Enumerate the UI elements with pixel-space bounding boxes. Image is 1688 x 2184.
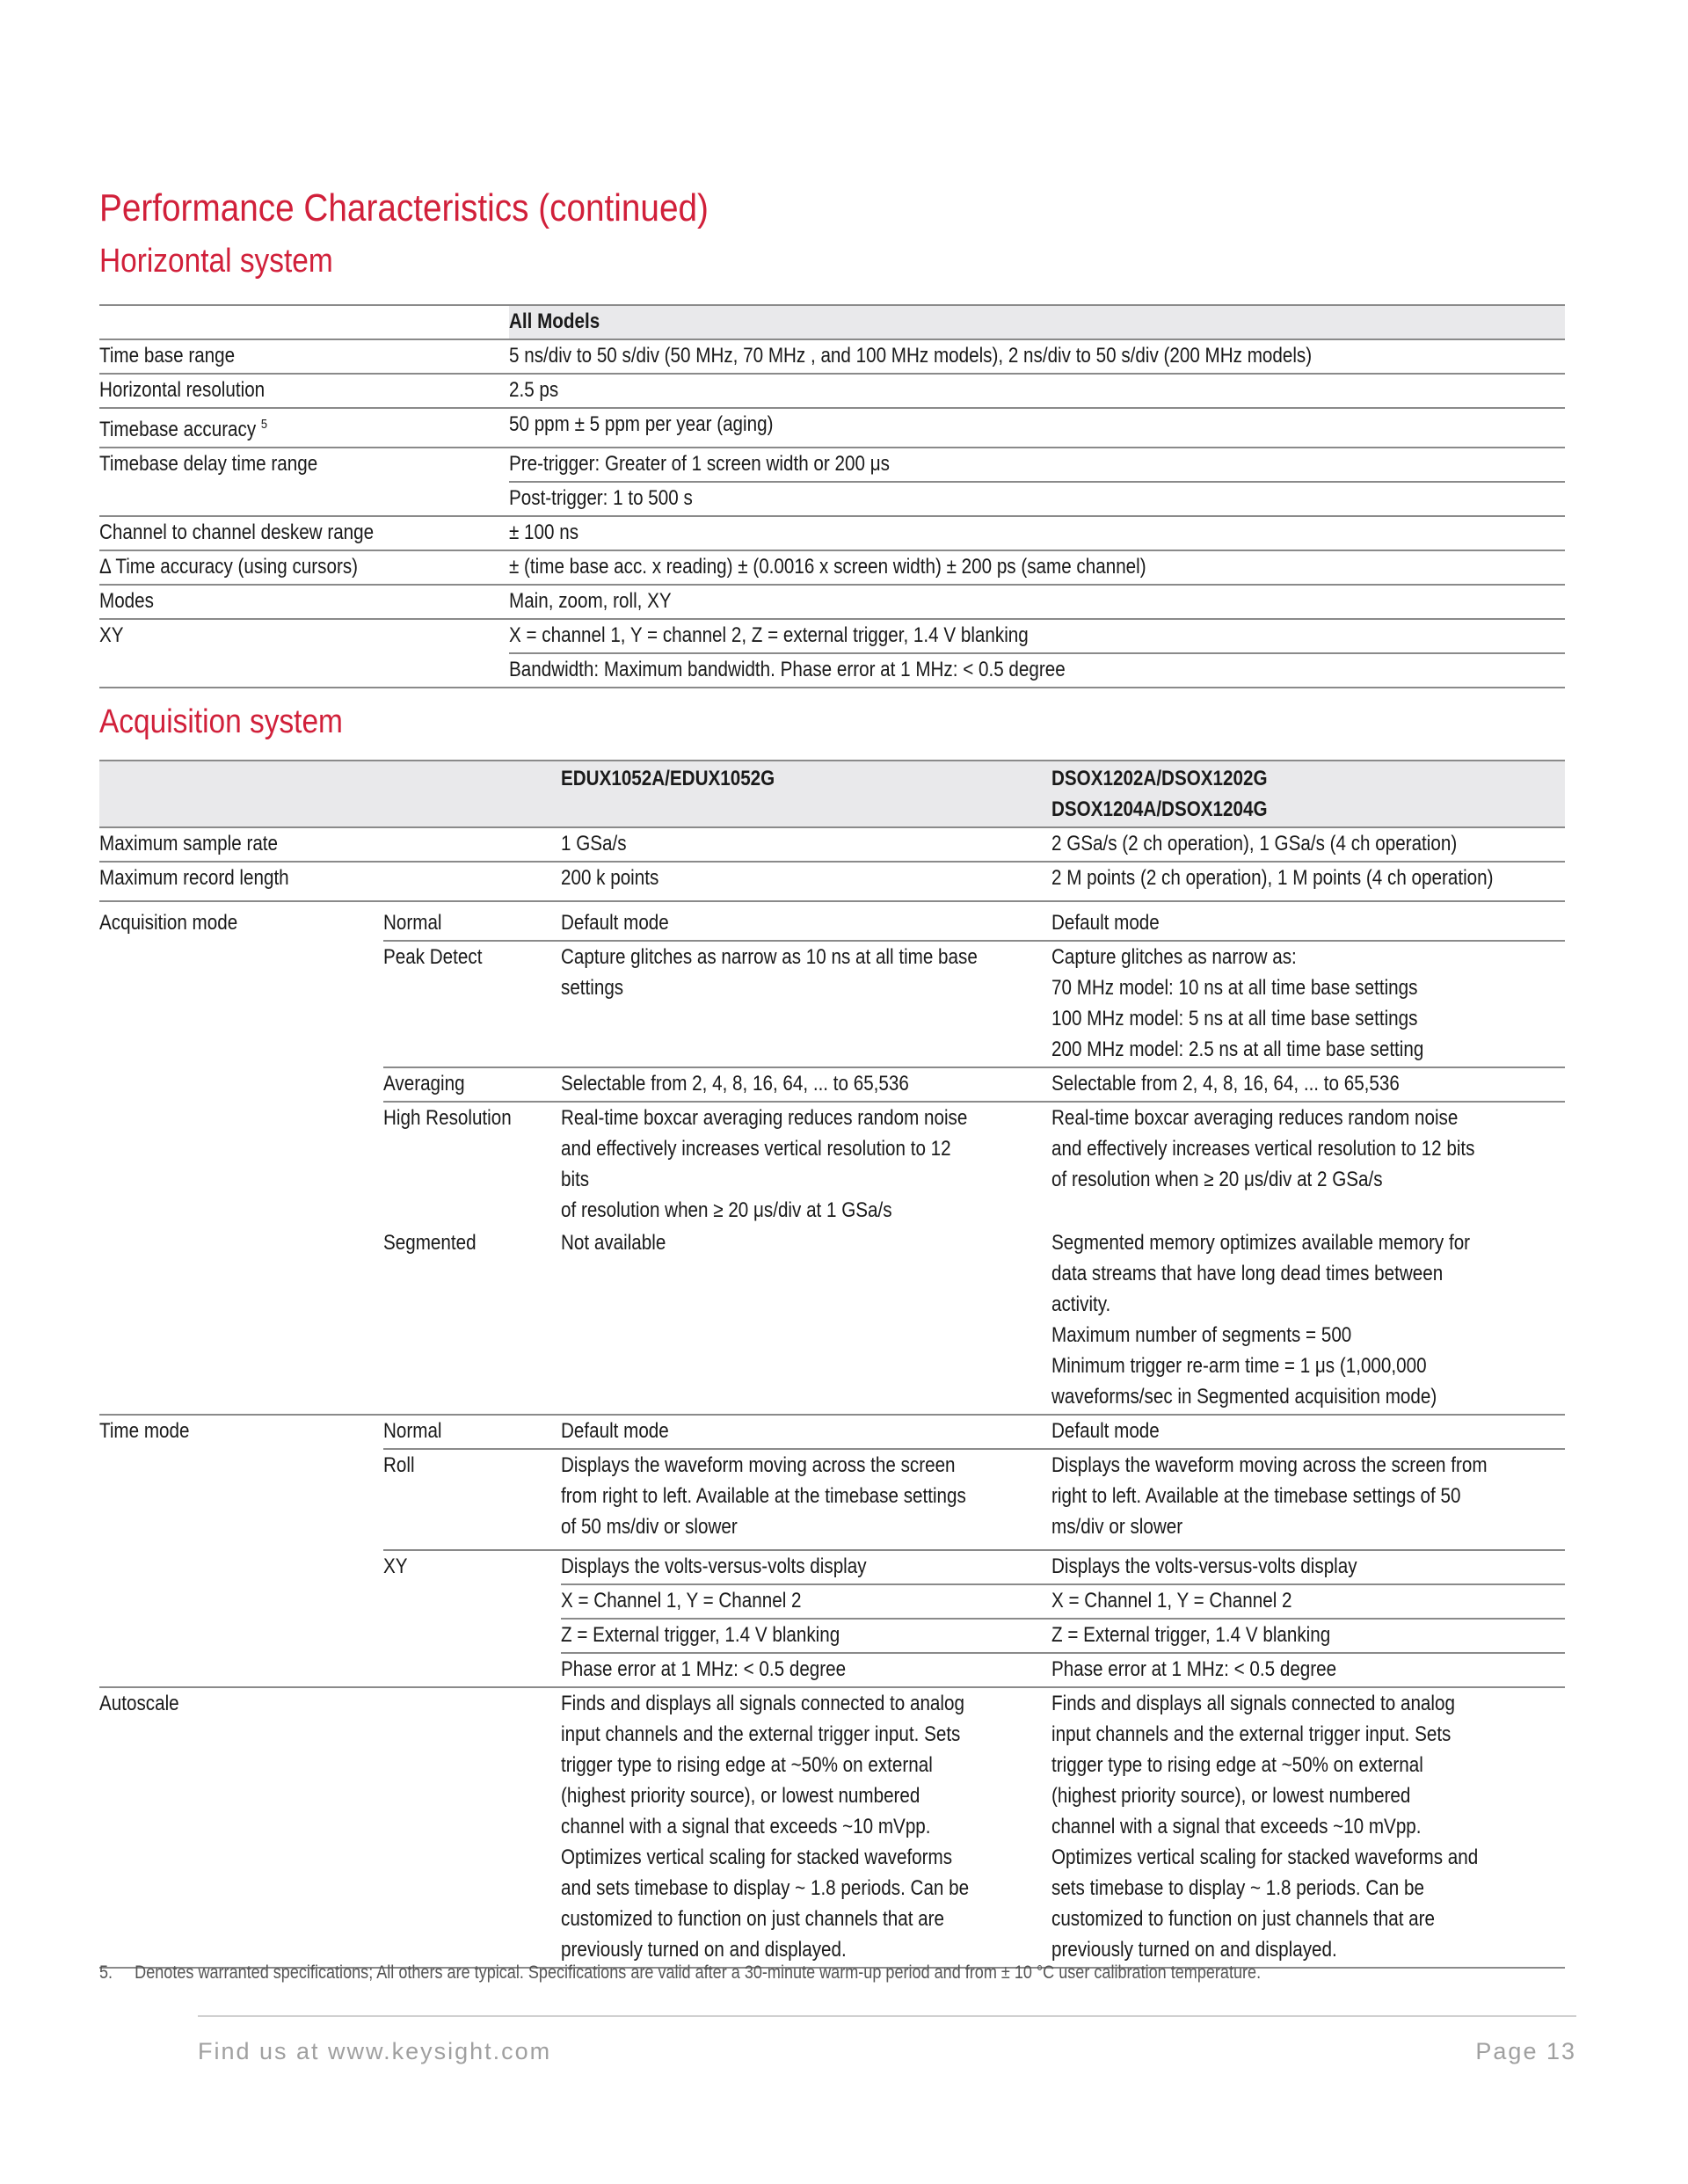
row-value: ± 100 ns <box>509 521 579 544</box>
table-header-row <box>99 305 1565 339</box>
row-value-dsox: Phase error at 1 MHz: < 0.5 degree <box>1051 1657 1336 1681</box>
row-value: X = channel 1, Y = channel 2, Z = external trigger, 1.4 V blanking <box>509 623 1029 647</box>
sub-label: Roll <box>383 1453 415 1477</box>
table-row <box>99 862 1565 901</box>
col-header-dsox-1: DSOX1202A/DSOX1202G <box>1051 767 1268 790</box>
row-value-dsox: Finds and displays all signals connected to analog input channels and the external trigger input. Sets trigger type to rising edge at ~50% on external (highest priority source), or lowest numbered channel with a signal that exceeds ~10 mVpp. Optimizes vertical scaling for stacked waveforms and sets timebase to display ~ 1.8 periods. Can be customized to function on just channels that are previously turned on and displayed. <box>1051 1692 1478 1962</box>
table-row <box>99 339 1565 374</box>
table-row <box>99 619 1565 653</box>
col-header-dsox-2: DSOX1204A/DSOX1204G <box>1051 797 1268 821</box>
row-label: Modes <box>99 589 154 613</box>
row-value-dsox: Selectable from 2, 4, 8, 16, 64, ... to 65,536 <box>1051 1072 1400 1096</box>
row-value-dsox: Segmented memory optimizes available memory for data streams that have long dead times between activity. Maximum number of segments = 500 Minimum trigger re-arm time = 1 μs (1,000,000 waveforms/sec in Segmented acquisition mode) <box>1051 1231 1470 1409</box>
footnote-number: 5. <box>99 1962 113 1983</box>
acquisition-heading: Acquisition system <box>99 703 343 740</box>
row-label: Time mode <box>99 1419 190 1443</box>
row-value-dsox: Default mode <box>1051 911 1160 935</box>
row-value-edux: Capture glitches as narrow as 10 ns at all time base settings <box>561 945 979 1000</box>
row-label: Autoscale <box>99 1692 179 1715</box>
sub-label: Segmented <box>383 1231 477 1255</box>
row-value: Main, zoom, roll, XY <box>509 589 672 613</box>
row-value-dsox: X = Channel 1, Y = Channel 2 <box>1051 1589 1292 1613</box>
row-value-edux: Phase error at 1 MHz: < 0.5 degree <box>561 1657 847 1681</box>
table-row <box>99 448 1565 482</box>
row-value-dsox: 2 GSa/s (2 ch operation), 1 GSa/s (4 ch operation) <box>1051 832 1457 855</box>
table-row <box>99 1687 1565 1968</box>
row-value: Bandwidth: Maximum bandwidth. Phase error at 1 MHz: < 0.5 degree <box>509 658 1066 681</box>
row-value-dsox: Z = External trigger, 1.4 V blanking <box>1051 1623 1330 1647</box>
col-header-edux: EDUX1052A/EDUX1052G <box>561 767 775 790</box>
row-value-edux: X = Channel 1, Y = Channel 2 <box>561 1589 802 1613</box>
row-value-dsox: Capture glitches as narrow as: 70 MHz model: 10 ns at all time base settings 100 MHz model: 5 ns at all time base settings 200 MHz model: 2.5 ns at all time base setting <box>1051 945 1424 1061</box>
row-value-edux: 1 GSa/s <box>561 832 627 855</box>
horizontal-heading: Horizontal system <box>99 243 333 280</box>
page-title: Performance Characteristics (continued) <box>99 186 709 229</box>
row-value-edux: Default mode <box>561 1419 669 1443</box>
row-value: 5 ns/div to 50 s/div (50 MHz, 70 MHz , and 100 MHz models), 2 ns/div to 50 s/div (200 MHz models) <box>509 344 1313 368</box>
row-value-edux: Default mode <box>561 911 669 935</box>
row-label: Maximum sample rate <box>99 832 279 855</box>
row-value-dsox: Default mode <box>1051 1419 1160 1443</box>
sub-label: Averaging <box>383 1072 465 1096</box>
row-value-dsox: Displays the volts-versus-volts display <box>1051 1554 1357 1578</box>
row-value-edux: Z = External trigger, 1.4 V blanking <box>561 1623 840 1647</box>
table-row <box>99 585 1565 619</box>
table-row <box>99 1415 1565 1449</box>
row-value: 2.5 ps <box>509 378 559 402</box>
sub-label: XY <box>383 1554 408 1578</box>
row-value: Post-trigger: 1 to 500 s <box>509 486 693 510</box>
row-label: Δ Time accuracy (using cursors) <box>99 555 359 579</box>
row-label: Time base range <box>99 344 236 368</box>
row-value: Pre-trigger: Greater of 1 screen width or 200 μs <box>509 452 890 476</box>
row-value: ± (time base acc. x reading) ± (0.0016 x screen width) ± 200 ps (same channel) <box>509 555 1146 579</box>
table-row <box>99 827 1565 862</box>
horizontal-table <box>99 304 1565 688</box>
footnote-text: Denotes warranted specifications; All others are typical. Specifications are valid after a 30-minute warm-up period and from ± 10 °C user calibration temperature. <box>135 1962 1262 1983</box>
table-row <box>99 516 1565 550</box>
row-value-edux: Displays the waveform moving across the screen from right to left. Available at the timebase settings of 50 ms/div or slower <box>561 1453 967 1539</box>
table-header-row <box>99 761 1565 827</box>
row-value-edux: Finds and displays all signals connected to analog input channels and the external trigger input. Sets trigger type to rising edge at ~50% on external (highest priority source), or lowest numbered channel with a signal that exceeds ~10 mVpp. Optimizes vertical scaling for stacked waveforms and sets timebase to display ~ 1.8 periods. Can be customized to function on just channels that are previously turned on and displayed. <box>561 1692 970 1962</box>
row-value-dsox: 2 M points (2 ch operation), 1 M points (4 ch operation) <box>1051 866 1494 890</box>
footer-page-number: Page 13 <box>1475 2038 1576 2064</box>
row-label: Horizontal resolution <box>99 378 266 402</box>
row-value-dsox: Real-time boxcar averaging reduces random noise and effectively increases vertical resolution to 12 bits of resolution when ≥ 20 μs/div at 2 GSa/s <box>1051 1106 1475 1191</box>
col-header-all-models: All Models <box>509 309 600 333</box>
sub-label: Normal <box>383 911 442 935</box>
row-value-dsox: Displays the waveform moving across the screen from right to left. Available at the timebase settings of 50 ms/div or slower <box>1051 1453 1488 1539</box>
footer-website: Find us at www.keysight.com <box>198 2038 552 2064</box>
footnote-ref: 5 <box>260 417 268 432</box>
row-label: Channel to channel deskew range <box>99 521 375 544</box>
row-value-edux: Real-time boxcar averaging reduces random noise and effectively increases vertical resolution to 12 bits of resolution when ≥ 20 μs/div at 1 GSa/s <box>561 1106 968 1222</box>
table-row <box>99 901 1565 941</box>
row-label: XY <box>99 623 124 647</box>
row-value-edux: Displays the volts-versus-volts display <box>561 1554 867 1578</box>
table-row <box>99 408 1565 448</box>
table-row <box>99 550 1565 585</box>
sub-label: High Resolution <box>383 1106 512 1130</box>
row-value-edux: 200 k points <box>561 866 659 890</box>
table-row <box>99 374 1565 408</box>
row-value: 50 ppm ± 5 ppm per year (aging) <box>509 412 774 436</box>
row-value-edux: Selectable from 2, 4, 8, 16, 64, ... to 65,536 <box>561 1072 910 1096</box>
footer-divider <box>198 2015 1576 2017</box>
row-label: Timebase delay time range <box>99 452 318 476</box>
sub-label: Peak Detect <box>383 945 483 969</box>
acquisition-table <box>99 760 1565 1969</box>
footnote <box>99 1962 1261 1984</box>
sub-label: Normal <box>383 1419 442 1443</box>
row-value-edux: Not available <box>561 1231 666 1255</box>
row-label: Maximum record length <box>99 866 289 890</box>
row-label: Timebase accuracy <box>99 418 257 441</box>
row-label: Acquisition mode <box>99 911 238 935</box>
